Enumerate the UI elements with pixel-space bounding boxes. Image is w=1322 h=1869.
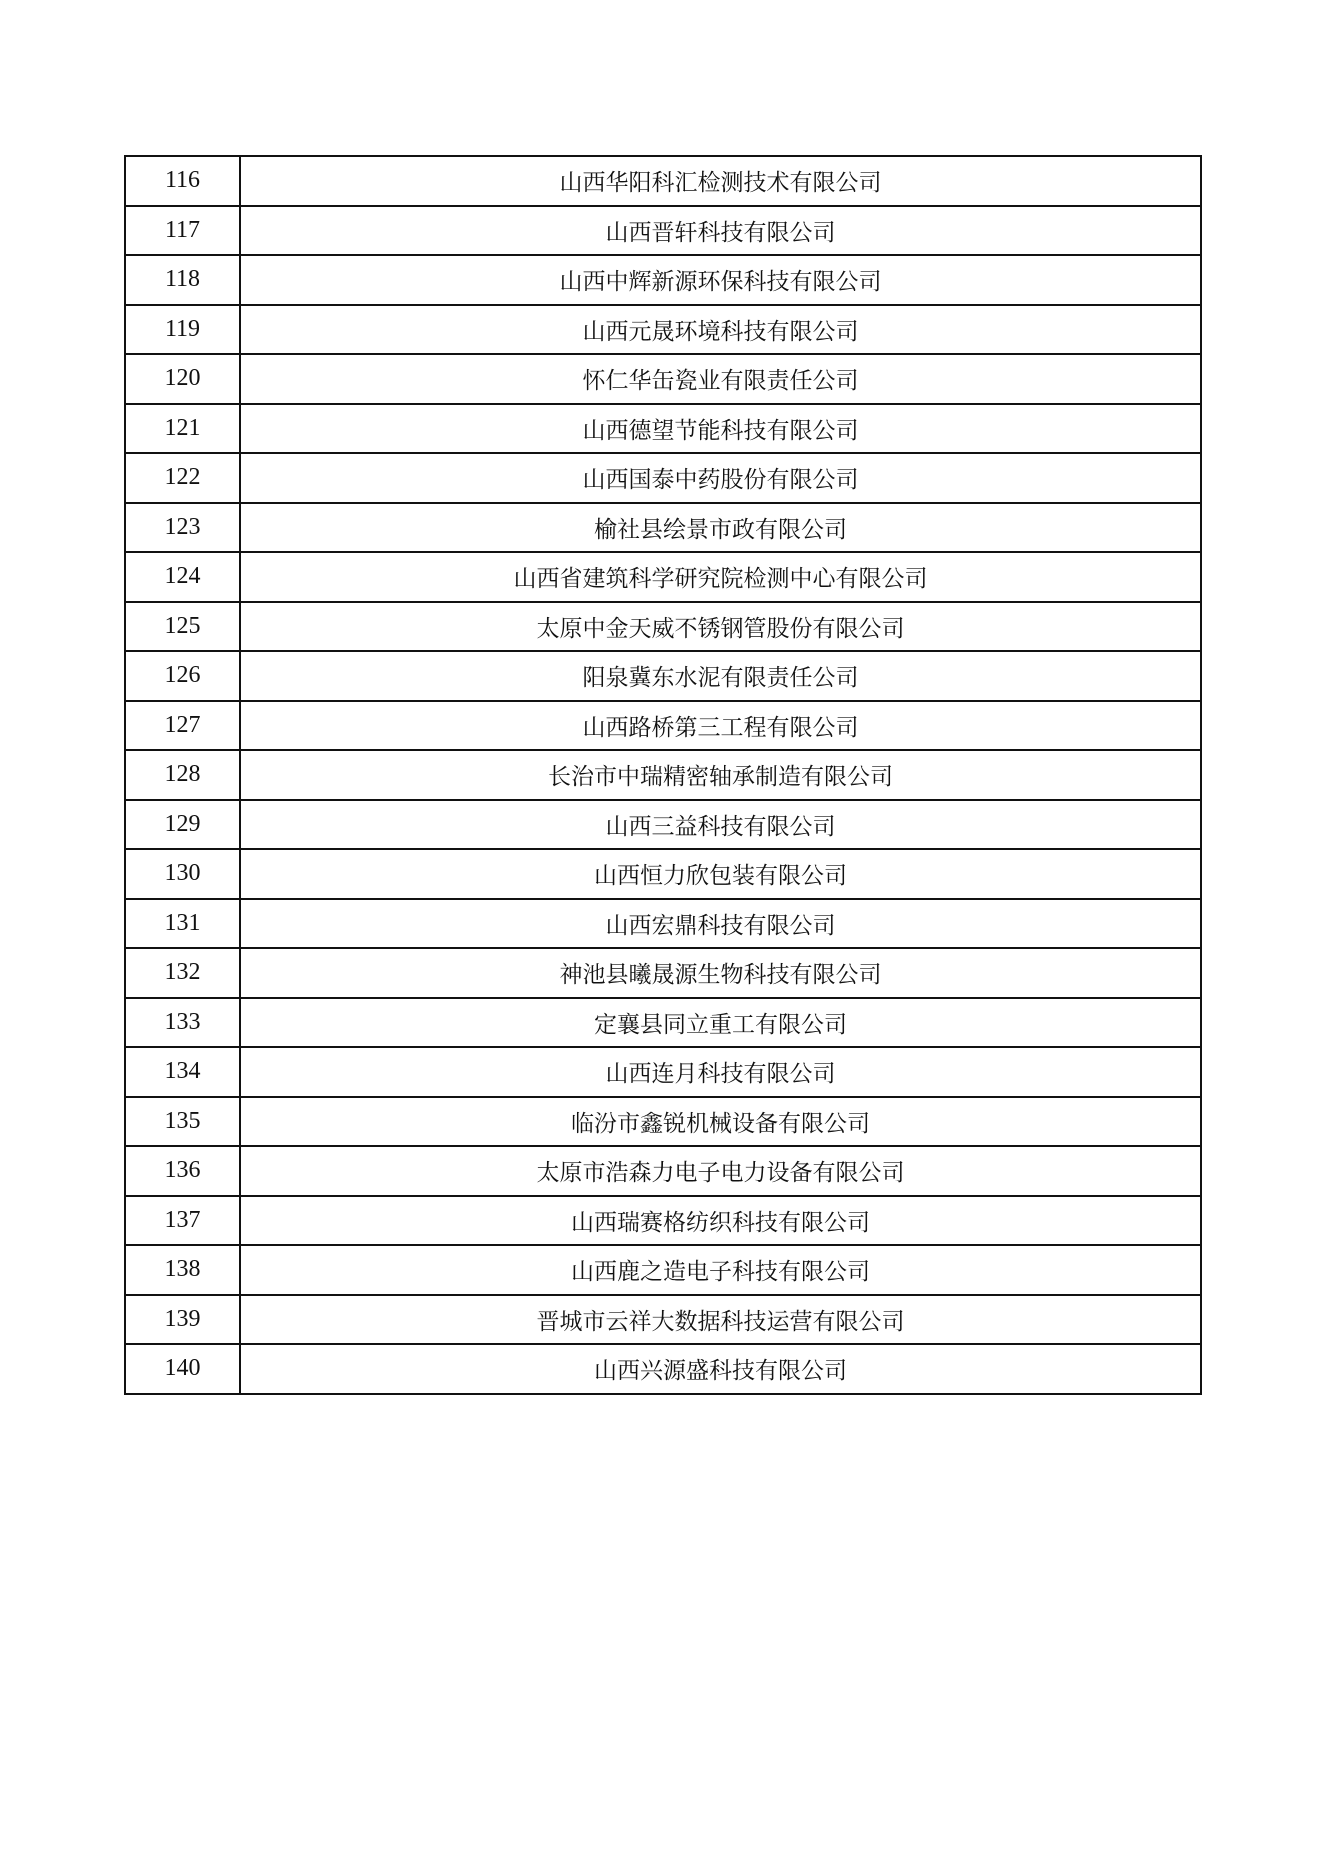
table-row xyxy=(125,651,1201,701)
table-row xyxy=(125,948,1201,998)
row-number: 129 xyxy=(125,800,240,850)
company-name: 山西德望节能科技有限公司 xyxy=(240,404,1201,454)
company-name: 阳泉冀东水泥有限责任公司 xyxy=(240,651,1201,701)
company-name: 山西元晟环境科技有限公司 xyxy=(240,305,1201,355)
table-row xyxy=(125,156,1201,206)
row-number: 134 xyxy=(125,1047,240,1097)
table-row xyxy=(125,1196,1201,1246)
company-name: 山西鹿之造电子科技有限公司 xyxy=(240,1245,1201,1295)
row-number: 136 xyxy=(125,1146,240,1196)
table-row xyxy=(125,1245,1201,1295)
company-name: 山西恒力欣包装有限公司 xyxy=(240,849,1201,899)
row-number: 119 xyxy=(125,305,240,355)
company-name: 山西宏鼎科技有限公司 xyxy=(240,899,1201,949)
company-name: 山西省建筑科学研究院检测中心有限公司 xyxy=(240,552,1201,602)
table-body xyxy=(125,156,1201,1394)
table-row xyxy=(125,899,1201,949)
table-row xyxy=(125,849,1201,899)
company-name: 山西三益科技有限公司 xyxy=(240,800,1201,850)
company-name: 晋城市云祥大数据科技运营有限公司 xyxy=(240,1295,1201,1345)
table-row xyxy=(125,305,1201,355)
company-name: 山西国泰中药股份有限公司 xyxy=(240,453,1201,503)
table-row xyxy=(125,354,1201,404)
table-row xyxy=(125,453,1201,503)
row-number: 123 xyxy=(125,503,240,553)
company-name: 山西中辉新源环保科技有限公司 xyxy=(240,255,1201,305)
row-number: 133 xyxy=(125,998,240,1048)
table-row xyxy=(125,701,1201,751)
table-row xyxy=(125,750,1201,800)
table-row xyxy=(125,552,1201,602)
company-list-table xyxy=(124,155,1202,1395)
table-row xyxy=(125,800,1201,850)
company-name: 怀仁华缶瓷业有限责任公司 xyxy=(240,354,1201,404)
row-number: 135 xyxy=(125,1097,240,1147)
company-name: 山西华阳科汇检测技术有限公司 xyxy=(240,156,1201,206)
company-name: 长治市中瑞精密轴承制造有限公司 xyxy=(240,750,1201,800)
company-name: 山西连月科技有限公司 xyxy=(240,1047,1201,1097)
table-row xyxy=(125,1344,1201,1394)
row-number: 130 xyxy=(125,849,240,899)
company-name: 定襄县同立重工有限公司 xyxy=(240,998,1201,1048)
row-number: 126 xyxy=(125,651,240,701)
row-number: 139 xyxy=(125,1295,240,1345)
company-name: 山西兴源盛科技有限公司 xyxy=(240,1344,1201,1394)
company-name: 神池县曦晟源生物科技有限公司 xyxy=(240,948,1201,998)
row-number: 140 xyxy=(125,1344,240,1394)
row-number: 121 xyxy=(125,404,240,454)
company-name: 临汾市鑫锐机械设备有限公司 xyxy=(240,1097,1201,1147)
table-row xyxy=(125,1097,1201,1147)
row-number: 116 xyxy=(125,156,240,206)
row-number: 127 xyxy=(125,701,240,751)
company-name: 太原中金天威不锈钢管股份有限公司 xyxy=(240,602,1201,652)
company-name: 山西晋轩科技有限公司 xyxy=(240,206,1201,256)
row-number: 138 xyxy=(125,1245,240,1295)
row-number: 125 xyxy=(125,602,240,652)
table-row xyxy=(125,1146,1201,1196)
row-number: 120 xyxy=(125,354,240,404)
table-row xyxy=(125,998,1201,1048)
company-name: 太原市浩森力电子电力设备有限公司 xyxy=(240,1146,1201,1196)
row-number: 137 xyxy=(125,1196,240,1246)
row-number: 128 xyxy=(125,750,240,800)
row-number: 124 xyxy=(125,552,240,602)
row-number: 122 xyxy=(125,453,240,503)
row-number: 117 xyxy=(125,206,240,256)
table-row xyxy=(125,206,1201,256)
table-row xyxy=(125,1295,1201,1345)
company-name: 山西路桥第三工程有限公司 xyxy=(240,701,1201,751)
row-number: 131 xyxy=(125,899,240,949)
row-number: 118 xyxy=(125,255,240,305)
table-row xyxy=(125,503,1201,553)
table-row xyxy=(125,1047,1201,1097)
row-number: 132 xyxy=(125,948,240,998)
company-name: 山西瑞赛格纺织科技有限公司 xyxy=(240,1196,1201,1246)
company-name: 榆社县绘景市政有限公司 xyxy=(240,503,1201,553)
table-row xyxy=(125,602,1201,652)
table-row xyxy=(125,255,1201,305)
table-row xyxy=(125,404,1201,454)
